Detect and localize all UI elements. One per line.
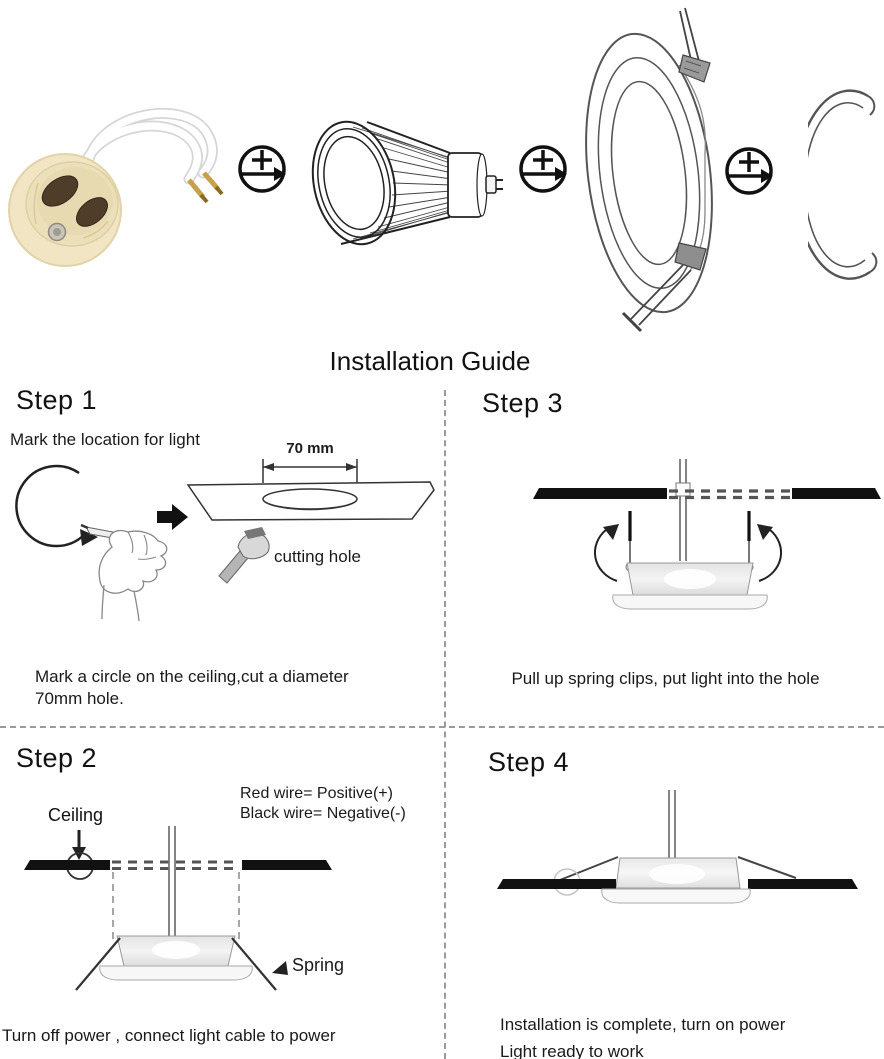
step1-diagram xyxy=(0,435,440,633)
step3-diagram xyxy=(487,455,882,647)
wire-notes xyxy=(240,784,406,824)
step4-heading: Step 4 xyxy=(488,747,570,777)
socket-body xyxy=(9,154,121,266)
cutting-tool xyxy=(219,527,269,583)
cutting-hole-label: cutting hole xyxy=(274,547,361,566)
step1-caption: Mark a circle on the ceiling,cut a diameter 70mm hole. xyxy=(35,667,349,708)
retaining-ring-illustration xyxy=(808,80,884,288)
step3-caption: Pull up spring clips, put light into the hole xyxy=(511,669,820,688)
step4-caption: Installation is complete, turn on power Light ready to work xyxy=(500,1015,786,1059)
column-divider xyxy=(444,390,446,1059)
step2-heading: Step 2 xyxy=(16,743,98,773)
spring-clips xyxy=(626,511,753,571)
spring-arrow xyxy=(272,961,288,975)
bulb-base xyxy=(448,153,503,217)
light-body xyxy=(616,858,740,888)
power-cable xyxy=(669,790,675,858)
row-divider xyxy=(0,726,884,728)
rotate-arrow xyxy=(16,466,98,546)
ceiling-pointer xyxy=(67,830,93,879)
plus-arrow-icon xyxy=(236,143,288,195)
bulb-ribs xyxy=(353,127,452,239)
gu10-socket-illustration xyxy=(8,88,236,270)
power-cable xyxy=(169,826,175,936)
spring-label: Spring xyxy=(292,955,345,975)
step2-diagram xyxy=(0,820,440,1012)
next-arrow xyxy=(157,504,188,530)
step1-subtitle: Mark the location for light xyxy=(10,430,200,449)
frame-bottom-clip xyxy=(623,243,706,331)
ceiling-label: Ceiling xyxy=(48,805,104,825)
step1-heading: Step 1 xyxy=(16,385,98,415)
hand-with-pen xyxy=(81,525,167,621)
led-bulb-illustration xyxy=(298,95,513,267)
light-body xyxy=(100,936,253,980)
plus-arrow-icon xyxy=(723,145,775,197)
step2-caption: Turn off power , connect light cable to power xyxy=(2,1026,336,1045)
downlight-frame-illustration xyxy=(583,3,735,339)
page-title: Installation Guide xyxy=(329,346,531,376)
light-body xyxy=(613,563,768,609)
red-wire-note: Red wire= Positive(+) xyxy=(240,785,393,802)
plus-arrow-icon xyxy=(517,143,569,195)
black-wire-note: Black wire= Negative(-) xyxy=(240,805,406,822)
ceiling-section xyxy=(24,860,332,870)
hole-outline xyxy=(113,872,239,940)
ceiling-panel xyxy=(188,482,434,520)
frame-top-clip xyxy=(679,8,710,82)
power-cable xyxy=(676,459,690,561)
ceiling-section xyxy=(533,488,881,499)
trim-ring xyxy=(602,889,751,903)
ring-band xyxy=(808,91,876,279)
step4-diagram xyxy=(460,786,884,964)
step3-heading: Step 3 xyxy=(482,388,564,418)
dimension-label: 70 mm xyxy=(286,440,334,457)
